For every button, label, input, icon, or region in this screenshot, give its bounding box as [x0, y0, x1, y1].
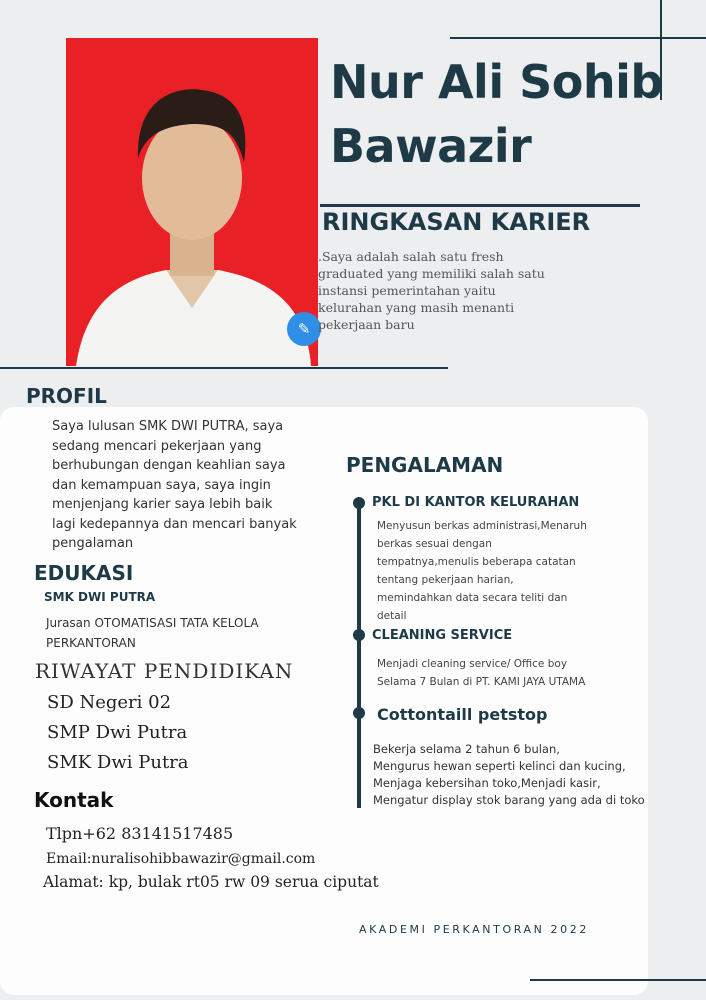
text-line: Jurasan OTOMATISASI TATA KELOLA — [46, 616, 259, 630]
text-line: berhubungan dengan keahlian saya — [52, 458, 286, 473]
divider — [320, 204, 640, 207]
text-line: Menjadi cleaning service/ Office boy — [377, 658, 568, 670]
text-line: pengalaman — [52, 536, 134, 551]
contact-address: Alamat: kp, bulak rt05 rw 09 serua ciputat — [43, 873, 379, 891]
experience-item-title: CLEANING SERVICE — [372, 628, 513, 643]
history-list — [47, 688, 189, 778]
experience-title: PENGALAMAN — [346, 453, 504, 477]
experience-item-title: PKL DI KANTOR KELURAHAN — [372, 495, 580, 510]
contact-email[interactable]: Email:nuralisohibbawazir@gmail.com — [46, 851, 316, 867]
education-title: EDUKASI — [34, 561, 134, 585]
list-item: SMK Dwi Putra — [47, 752, 189, 773]
text-line: sedang mencari pekerjaan yang — [52, 438, 262, 454]
text-line: tentang pekerjaan harian, — [377, 574, 514, 586]
name-line-2: Bawazir — [330, 119, 532, 173]
text-line: instansi pemerintahan yaitu — [318, 283, 496, 298]
text-line: pekerjaan baru — [318, 317, 415, 332]
experience-item-text — [377, 655, 585, 691]
divider — [0, 367, 448, 369]
education-school: SMK DWI PUTRA — [44, 590, 156, 604]
profile-text — [52, 417, 297, 554]
text-line: Menyusun berkas administrasi,Menaruh — [377, 520, 587, 532]
text-line: Selama 7 Bulan di PT. KAMI JAYA UTAMA — [377, 676, 586, 688]
text-line: Bekerja selama 2 tahun 6 bulan, — [373, 742, 560, 756]
text-line: .Saya adalah salah satu fresh — [318, 249, 504, 264]
timeline-dot — [353, 707, 365, 719]
divider — [530, 979, 706, 981]
contact-phone: Tlpn+62 83141517485 — [46, 824, 234, 843]
timeline-dot — [353, 497, 365, 509]
summary-text — [318, 248, 545, 333]
summary-title: RINGKASAN KARIER — [322, 208, 591, 236]
footer-text: AKADEMI PERKANTORAN 2022 — [359, 923, 589, 936]
profile-title: PROFIL — [26, 384, 107, 408]
text-line: tempatnya,menulis beberapa catatan — [377, 556, 576, 568]
text-line: graduated yang memiliki salah satu — [318, 266, 545, 281]
text-line: Mengurus hewan seperti kelinci dan kucing, — [373, 759, 626, 773]
history-title: RIWAYAT PENDIDIKAN — [35, 659, 294, 683]
text-line: dan kemampuan saya, saya ingin — [52, 477, 271, 493]
text-line: Mengatur display stok barang yang ada di toko — [373, 793, 645, 807]
text-line: Saya lulusan SMK DWI PUTRA, saya — [52, 419, 284, 434]
experience-item-text — [373, 741, 645, 809]
timeline-dot — [353, 629, 365, 641]
text-line: Menjaga kebersihan toko,Menjadi kasir, — [373, 776, 601, 790]
timeline-line — [357, 500, 361, 808]
profile-photo — [66, 38, 318, 366]
education-major — [46, 613, 259, 653]
name-line-1: Nur Ali Sohib — [330, 55, 663, 109]
text-line: PERKANTORAN — [46, 636, 136, 650]
list-item: SMP Dwi Putra — [47, 722, 188, 743]
text-line: detail — [377, 610, 407, 622]
text-line: menjenjang karier saya lebih baik — [52, 497, 273, 512]
list-item: SD Negeri 02 — [47, 692, 172, 713]
experience-item-text — [377, 517, 587, 625]
text-line: kelurahan yang masih menanti — [318, 300, 515, 315]
text-line: lagi kedepannya dan mencari banyak — [52, 516, 297, 532]
experience-item-title: Cottontaill petstop — [377, 705, 548, 724]
text-line: berkas sesuai dengan — [377, 538, 492, 550]
text-line: memindahkan data secara teliti dan — [377, 592, 568, 604]
edit-photo-icon[interactable]: ✎ — [287, 312, 321, 346]
full-name — [330, 50, 663, 178]
contact-title: Kontak — [34, 788, 114, 812]
divider — [450, 37, 706, 39]
